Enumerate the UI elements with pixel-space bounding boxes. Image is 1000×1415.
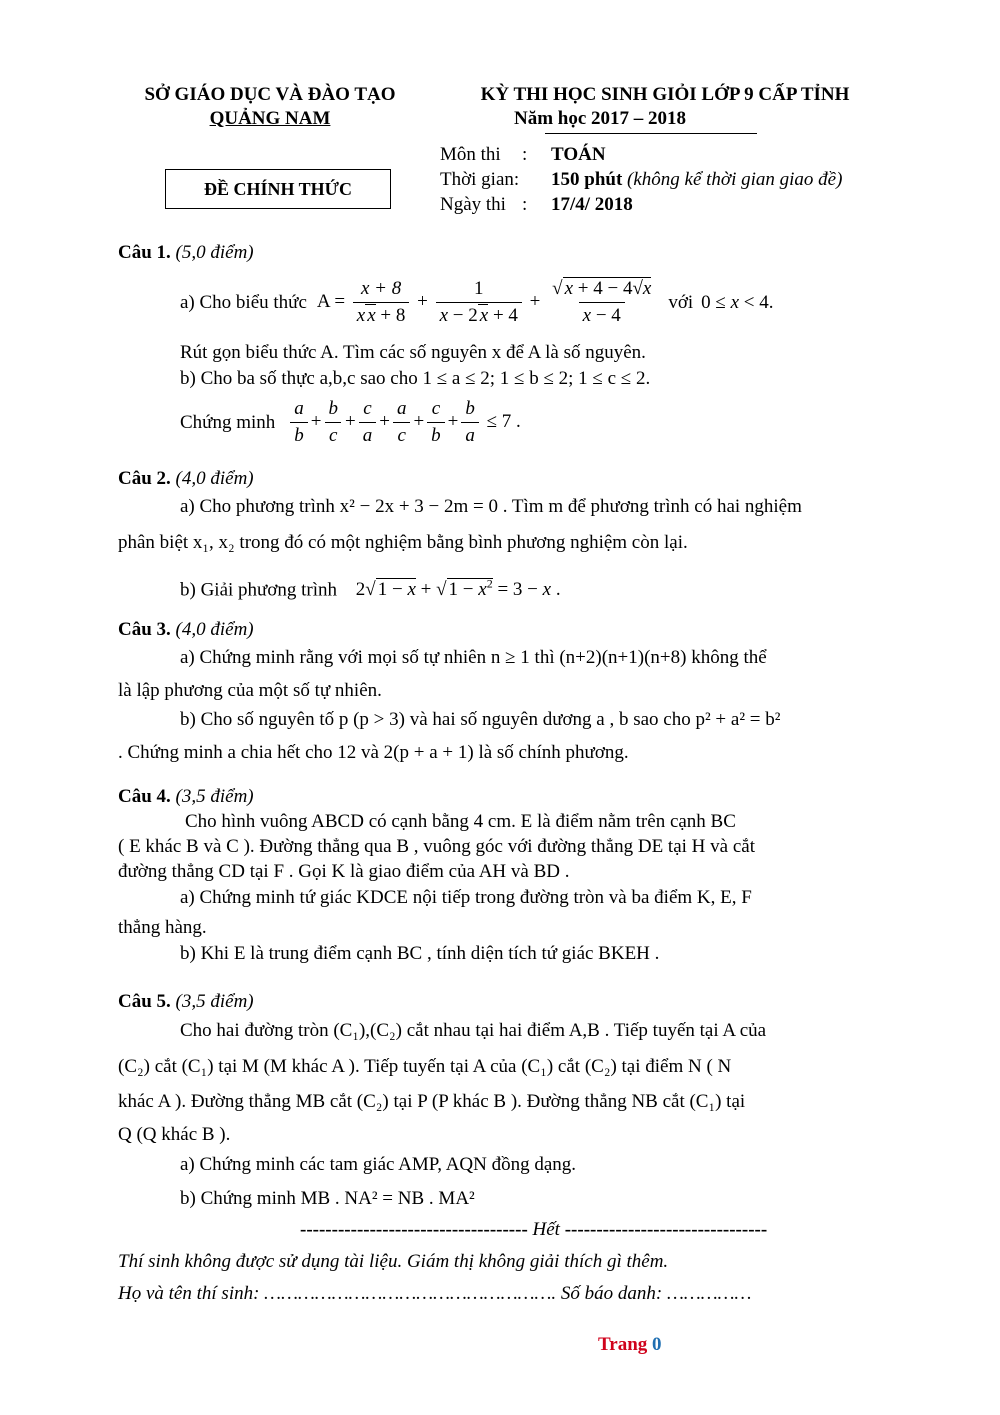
q5-line3: khác A ). Đường thẳng MB cắt (C₂) tại P (P khác B ). Đường thẳng NB cắt (C₁) tại	[118, 1091, 746, 1112]
q5-title: Câu 5.	[118, 991, 171, 1012]
q3a-line1: a) Chứng minh rằng với mọi số tự nhiên n ≥ 1 thì (n+2)(n+1)(n+8) không thể	[180, 647, 767, 668]
q1a-expression	[180, 278, 773, 327]
q2b-equation	[180, 577, 561, 601]
q5-line1: Cho hai đường tròn (C₁),(C₂) cắt nhau tại hai điểm A,B . Tiếp tuyến tại A của	[180, 1020, 767, 1041]
time-label: Thời gian:	[440, 169, 520, 190]
q1-title: Câu 1.	[118, 242, 171, 263]
q2a-line1: a) Cho phương trình x² − 2x + 3 − 2m = 0 . Tìm m để phương trình có hai nghiệm	[180, 496, 802, 517]
q4-line3: đường thẳng CD tại F . Gọi K là giao điểm của AH và BD .	[118, 861, 570, 882]
q1a-line2: Rút gọn biểu thức A. Tìm các số nguyên x để A là số nguyên.	[180, 342, 646, 363]
q1b-line1: b) Cho ba số thực a,b,c sao cho 1 ≤ a ≤ 2; 1 ≤ b ≤ 2; 1 ≤ c ≤ 2.	[180, 368, 651, 389]
q2b-formula: 2√ 1 − x + √ $1 - x^2 = 3 - x$ .	[355, 577, 561, 601]
end-word: Hết	[532, 1219, 560, 1240]
q4a-line2: thẳng hàng.	[118, 917, 207, 938]
q1a-condition: 0 ≤ x < 4.	[701, 291, 774, 313]
q1-heading	[118, 242, 254, 264]
q4-line2: ( E khác B và C ). Đường thẳng qua B , vuông góc với đường thẳng DE tại H và cắt	[118, 836, 755, 857]
q5a-line1: a) Chứng minh các tam giác AMP, AQN đồng dạng.	[180, 1154, 577, 1175]
q4a-line1: a) Chứng minh tứ giác KDCE nội tiếp trong đường tròn và ba điểm K, E, F	[180, 887, 752, 908]
candidate-note: Thí sinh không được sử dụng tài liệu. Giám thị không giải thích gì thêm.	[118, 1251, 669, 1272]
exam-title: KỲ THI HỌC SINH GIỎI LỚP 9 CẤP TỈNH	[480, 84, 850, 105]
fraction-3: $\frac{√ x + 4 - 4√x}{x - 4}$	[552, 278, 652, 326]
fraction-1: $\frac{x + 8}{\text{x x + 8}}$	[353, 278, 410, 327]
q4-line1: Cho hình vuông ABCD có cạnh bằng 4 cm. E là điểm nằm trên cạnh BC	[185, 811, 736, 832]
end-dashes-left: ------------------------------------	[300, 1219, 528, 1240]
school-year: Năm học 2017 – 2018	[513, 108, 687, 129]
q3b-line1: b) Cho số nguyên tố p (p > 3) và hai số nguyên dương a , b sao cho p² + a² = b²	[180, 709, 781, 730]
q3b-line2: . Chứng minh a chia hết cho 12 và 2(p + a + 1) là số chính phương.	[118, 742, 629, 763]
subject-label: Môn thi	[440, 144, 501, 165]
candidate-name-line: Họ và tên thí sinh: ……………………………………………. Số báo danh: ……………	[118, 1283, 752, 1304]
q2-title: Câu 2.	[118, 468, 171, 489]
page-indicator	[598, 1334, 662, 1356]
q2b-intro: b) Giải phương trình	[180, 579, 338, 601]
q1b-intro: Chứng minh	[180, 411, 276, 433]
province-name: QUẢNG NAM	[209, 108, 331, 129]
page-number: 0	[652, 1334, 662, 1355]
q5b-line1: b) Chứng minh MB . NA² = NB . MA²	[180, 1188, 475, 1209]
subject-colon: :	[522, 144, 528, 165]
q4-heading	[118, 786, 254, 808]
q2-points: (4,0 điểm)	[175, 468, 254, 489]
q3a-line2: là lập phương của một số tự nhiên.	[118, 680, 382, 701]
date-value: 17/4/ 2018	[551, 194, 633, 215]
official-exam-box	[165, 169, 391, 209]
department-name: SỞ GIÁO DỤC VÀ ĐÀO TẠO	[144, 84, 396, 105]
q4-points: (3,5 điểm)	[175, 786, 254, 807]
q1-points: (5,0 điểm)	[175, 242, 254, 263]
date-colon: :	[522, 194, 528, 215]
official-label: ĐỀ CHÍNH THỨC	[203, 178, 353, 199]
q3-heading	[118, 619, 254, 641]
q2a-line2: phân biệt x₁, x₂ trong đó có một nghiệm bằng bình phương nghiệm còn lại.	[118, 532, 688, 553]
q1a-cond-prefix: với	[668, 291, 694, 313]
q1a-formula: A = $\frac{x + 8}{\text{x x + 8}}$ + $\frac{1}{x - 2 x + 4}$ + $\frac{√ x + 4 - 4√x}{x - 4}$	[317, 278, 658, 327]
q5-heading	[118, 991, 254, 1013]
end-dashes-right: --------------------------------	[564, 1219, 768, 1240]
q3-title: Câu 3.	[118, 619, 171, 640]
page-label: Trang	[598, 1334, 648, 1355]
q4-title: Câu 4.	[118, 786, 171, 807]
q5-line2: (C₂) cắt (C₁) tại M (M khác A ). Tiếp tuyến tại A của (C₁) cắt (C₂) tại điểm N ( N	[118, 1056, 732, 1077]
q3-points: (4,0 điểm)	[175, 619, 254, 640]
date-label: Ngày thi	[440, 194, 506, 215]
q5-line4: Q (Q khác B ).	[118, 1124, 231, 1145]
subject-value: TOÁN	[551, 144, 606, 165]
q1b-inequality	[180, 398, 521, 447]
time-note: (không kể thời gian giao đề)	[627, 169, 843, 190]
q2-heading	[118, 468, 254, 490]
q5-points: (3,5 điểm)	[175, 991, 254, 1012]
q1b-formula: $\frac{a}{b}$ + $\frac{b}{c}$ + $\frac{c}{a}$ + $\frac{a}{c}$ + $\frac{c}{b}$ + $\frac{b}{a}$ ≤ 7 .	[287, 398, 521, 447]
q1a-intro: a) Cho biểu thức	[180, 291, 307, 313]
time-value: 150 phút	[551, 169, 623, 190]
q4b-line1: b) Khi E là trung điểm cạnh BC , tính diện tích tứ giác BKEH .	[180, 943, 660, 964]
end-marker	[300, 1219, 767, 1241]
time-line	[551, 169, 842, 191]
fraction-2: $\frac{1}{x - 2 x + 4}$	[436, 278, 522, 327]
header-underline	[545, 133, 757, 134]
